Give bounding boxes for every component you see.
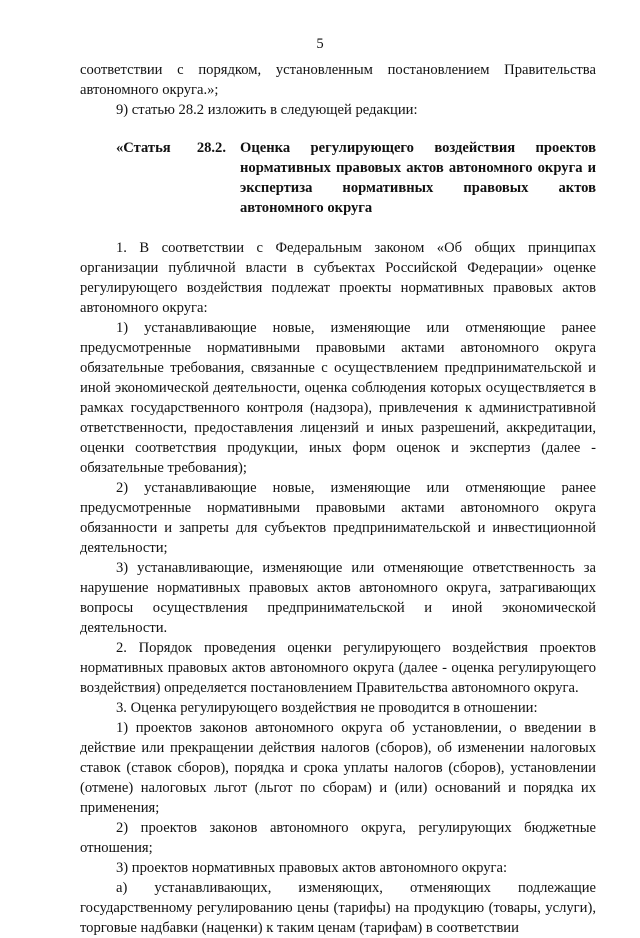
article-label (80, 138, 240, 218)
paragraph: а) устанавливающих, изменяющих, отменяющих подлежащие государственному регулированию цены (тарифы) на продукцию (товары, услуги), торговые надбавки (наценки) к таким ценам (тарифам) в соответствии (80, 880, 596, 936)
page-number: 5 (316, 36, 324, 52)
paragraph: 1) устанавливающие новые, изменяющие или отменяющие ранее предусмотренные нормативными правовыми актами автономного округа обязательные требования, связанные с осуществлением предпринимательской и иной экономической деятельности, оценка соблюдения которых осуществляется в рамках государственного контроля (надзора), привлечения к административной ответственности, предоставления лицензий и иных разрешений, аккредитации, оценки соответствия продукции, иных форм оценок и экспертиз (далее - обязательные требования); (80, 320, 596, 476)
paragraph-continuation: соответствии с порядком, установленным постановлением Правительства (80, 62, 596, 78)
paragraph: 3) устанавливающие, изменяющие или отменяющие ответственность за нарушение нормативных правовых актов автономного округа, затрагивающих вопросы осуществления предпринимательской и иной экономической деятельности. (80, 560, 596, 636)
paragraph: 1. В соответствии с Федеральным законом «Об общих принципах организации публичной власти в субъектах Российской Федерации» оценке регулирующего воздействия подлежат проекты нормативных правовых актов автономного округа: (80, 240, 596, 316)
article-title: Оценка регулирующего воздействия проектов нормативных правовых актов автономного округа и экспертиза нормативных правовых актов автономного округа (240, 140, 596, 216)
article-label-prefix: «Статья (116, 140, 171, 156)
article-number: 28.2. (196, 140, 226, 156)
document-body (80, 60, 596, 938)
paragraph-amendment-intro: 9) статью 28.2 изложить в следующей редакции: (116, 102, 418, 118)
paragraph: 2. Порядок проведения оценки регулирующего воздействия проектов нормативных правовых актов автономного округа (далее - оценка регулирующего воздействия) определяется постановлением Правительства автономного округа. (80, 640, 596, 696)
paragraph: 3) проектов нормативных правовых актов автономного округа: (116, 860, 508, 876)
paragraph: 2) устанавливающие новые, изменяющие или отменяющие ранее предусмотренные нормативными правовыми актами автономного округа обязанности и запреты для субъектов предпринимательской и инвестиционной деятельности; (80, 480, 596, 556)
paragraph: 1) проектов законов автономного округа об установлении, о введении в действие или прекращении действия налогов (сборов), об изменении налоговых ставок (ставок сборов), порядка и срока уплаты налогов (сборов), установлении (отмене) налоговых льгот (льгот по сборам) и (или) оснований и порядка их применения; (80, 720, 596, 816)
article-heading (80, 138, 596, 218)
paragraph: 2) проектов законов автономного округа, регулирующих бюджетные отношения; (80, 820, 596, 856)
paragraph: 3. Оценка регулирующего воздействия не проводится в отношении: (116, 700, 538, 716)
paragraph-continuation-end: автономного округа.»; (80, 82, 219, 98)
